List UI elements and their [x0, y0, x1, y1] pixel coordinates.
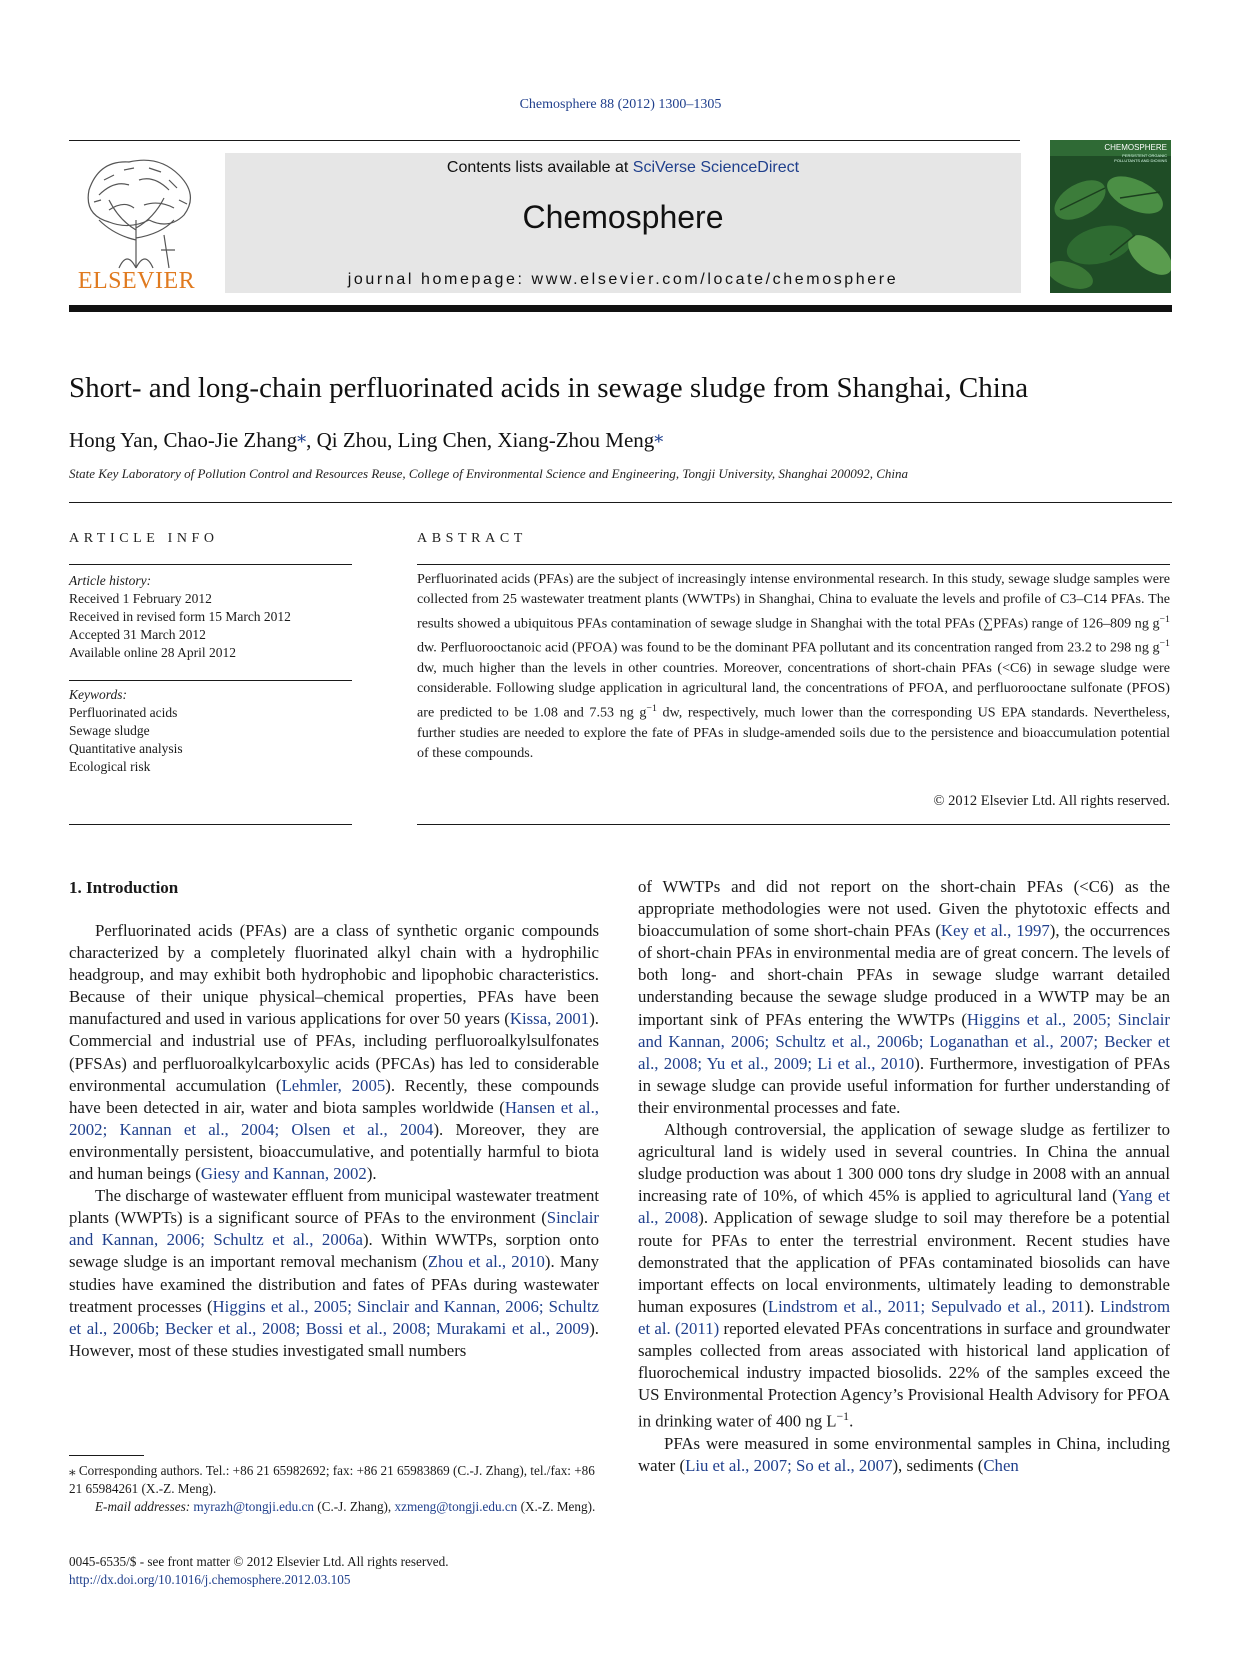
keyword-item: Sewage sludge: [69, 723, 150, 738]
citation-link[interactable]: Higgins et al., 2005; Sinclair and Kannan, 2006; Schultz et al., 2006b; Loganathan et al., 2007; Becker et al., 2008; Yu et al., 2009; Li et al., 2010: [638, 1009, 1171, 1073]
header-rule: [69, 140, 1020, 141]
abstract-heading: ABSTRACT: [417, 531, 527, 546]
citation-link[interactable]: Lehmler, 2005: [281, 1075, 386, 1095]
keyword-item: Ecological risk: [69, 759, 151, 774]
article-info-rule: [69, 564, 352, 565]
email-link[interactable]: myrazh@tongji.edu.cn: [193, 1499, 314, 1514]
paragraph: Although controversial, the application of sewage sludge as fertilizer to agricultural land is widely used in several countries. In China the annual sludge production was about 1 300 000 tons dry sludge in 2008 with an annual increasing rate of 10%, of which 45% is applied to agricultural land (Yang et al., 2008). Application of sewage sludge to soil may therefore be a potential route for PFAs to enter the terrestrial environment. Recent studies have demonstrated that the application of PFAs contaminated biosolids can have important effects on local environments, ultimately leading to demonstrable human exposures (Lindstrom et al., 2011; Sepulvado et al., 2011). Lindstrom et al. (2011) reported elevated PFAs concentrations in surface and groundwater samples collected from areas associated with historical land application of fluorochemical industry impacted biosolids. 22% of the samples exceed the US Environmental Protection Agency’s Provisional Health Advisory for PFOA in drinking water of 400 ng $L^{-1}$.: [638, 1120, 1171, 1431]
history-revised: Received in revised form 15 March 2012: [69, 609, 291, 624]
section-heading-introduction: 1. Introduction: [69, 878, 179, 897]
keyword-item: Quantitative analysis: [69, 741, 183, 756]
citation-link[interactable]: Higgins et al., 2005; Sinclair and Kannan, 2006; Schultz et al., 2006b; Becker et al., 2008; Bossi et al., 2008; Murakami et al., 2009: [69, 1296, 599, 1338]
contents-prefix: Contents lists available at: [446, 159, 633, 176]
body-column-left: [69, 920, 599, 1362]
author-list: [69, 426, 663, 453]
footnote-rule: [69, 1455, 144, 1456]
abstract-text: Perfluorinated acids (PFAs) are the subject of increasingly intense environmental research. In this study, sewage sludge samples were collected from 25 wastewater treatment plants (WWTPs) in Shanghai, China to evaluate the levels and profile of C3–C14 PFAs. The results showed a ubiquitous PFAs contamination of sewage sludge in Shanghai with the total PFAs (∑PFAs) range of 126–809 ng $g^{-1}$ dw. Perfluorooctanoic acid (PFOA) was found to be the dominant PFA pollutant and its concentration ranged from 23.2 to 298 ng $g^{-1}$ dw, much higher than the levels in other countries. Moreover, concentrations of short-chain PFAs (<C6) in sewage sludge were considerable. Following sludge application in agricultural land, the concentrations of PFOA, and perfluorooctane sulfonate (PFOS) are predicted to be 1.08 and 7.53 ng $g^{-1}$ dw, respectively, much lower than the corresponding US EPA standards. Nevertheless, further studies are needed to explore the fate of PFAs in sludge-amended soils due to the persistence and bioaccumulation potential of these compounds.: [417, 571, 1170, 762]
corresponding-author-star[interactable]: ⁎: [297, 426, 307, 446]
doi-link[interactable]: http://dx.doi.org/10.1016/j.chemosphere.2012.03.105: [69, 1572, 351, 1587]
paragraph: PFAs were measured in some environmental samples in China, including water (Liu et al., 2007; So et al., 2007), sediments (Chen: [638, 1433, 1170, 1476]
paragraph: of WWTPs and did not report on the short-chain PFAs (<C6) as the appropriate methodologies were not used. Given the phytotoxic effects and bioaccumulation of some short-chain PFAs (Key et al., 1997), the occurrences of short-chain PFAs in environmental media are of great concern. The levels of both long- and short-chain PFAs in sewage sludge warrant detailed understanding because the sewage sludge produced in a WWTP may be an important sink of PFAs entering the WWTPs (Higgins et al., 2005; Sinclair and Kannan, 2006; Schultz et al., 2006b; Loganathan et al., 2007; Becker et al., 2008; Yu et al., 2009; Li et al., 2010). Furthermore, investigation of PFAs in sewage sludge can provide useful information for further understanding of their environmental processes and fate.: [638, 877, 1171, 1117]
journal-name: Chemosphere: [522, 199, 724, 235]
citation-link[interactable]: Sinclair and Kannan, 2006; Schultz et al., 2006a: [69, 1208, 599, 1250]
abstract-rule: [417, 564, 1170, 565]
citation-link[interactable]: Hansen et al., 2002; Kannan et al., 2004; Olsen et al., 2004: [69, 1097, 599, 1139]
article-info-bottom-rule: [69, 824, 352, 825]
citation-link[interactable]: Chen: [983, 1456, 1019, 1476]
article-history: [69, 572, 352, 662]
issn-line: 0045-6535/$ - see front matter © 2012 Elsevier Ltd. All rights reserved.: [69, 1554, 449, 1569]
citation-link[interactable]: Zhou et al., 2010: [427, 1252, 545, 1272]
article-title: Short- and long-chain perfluorinated acids in sewage sludge from Shanghai, China: [69, 372, 1029, 404]
citation-link[interactable]: Key et al., 1997: [940, 921, 1050, 941]
citation-link[interactable]: Lindstrom et al., 2011; Sepulvado et al., 2011: [767, 1296, 1085, 1316]
publisher-logo-text: ELSEVIER: [77, 268, 196, 294]
elsevier-logo: [69, 150, 204, 295]
citation-link[interactable]: Yang et al., 2008: [638, 1186, 1170, 1228]
keyword-item: Perfluorinated acids: [69, 705, 178, 720]
abstract-copyright: © 2012 Elsevier Ltd. All rights reserved.: [933, 793, 1170, 809]
cover-subtitle: PERSISTENT ORGANIC POLLUTANTS AND DIOXINS: [1114, 153, 1167, 163]
history-label: Article history:: [69, 573, 152, 588]
journal-banner: [225, 153, 1021, 293]
citation-link[interactable]: Giesy and Kannan, 2002: [200, 1164, 367, 1184]
article-info-heading: ARTICLE INFO: [69, 531, 219, 546]
abstract-bottom-rule: [417, 824, 1170, 825]
citation-link[interactable]: Lindstrom et al. (2011): [638, 1296, 1171, 1338]
title-rule: [69, 502, 1172, 503]
keywords: [69, 686, 352, 776]
contents-line: [225, 159, 1021, 177]
keywords-rule: [69, 680, 352, 681]
keywords-label: Keywords:: [69, 687, 127, 702]
email-link[interactable]: xzmeng@tongji.edu.cn: [394, 1499, 518, 1514]
citation-link[interactable]: Liu et al., 2007; So et al., 2007: [685, 1456, 893, 1476]
affiliation: State Key Laboratory of Pollution Control and Resources Reuse, College of Environmental Science and Engineering, Tongji University, Shanghai 200092, China: [69, 466, 909, 481]
paragraph: Perfluorinated acids (PFAs) are a class of synthetic organic compounds characterized by a completely fluorinated alkyl chain with a hydrophilic headgroup, and may exhibit both hydrophobic and lipophobic characteristics. Because of their unique physical–chemical properties, PFAs have been manufactured and used in various applications for over 50 years (Kissa, 2001). Commercial and industrial use of PFAs, including perfluoroalkylsulfonates (PFSAs) and perfluoroalkylcarboxylic acids (PFCAs) has led to considerable environmental accumulation (Lehmler, 2005). Recently, these compounds have been detected in air, water and biota samples worldwide (Hansen et al., 2002; Kannan et al., 2004; Olsen et al., 2004). Moreover, they are environmentally persistent, bioaccumulative, and potentially harmful to biota and human beings (Giesy and Kannan, 2002).: [69, 921, 600, 1184]
footnote-corresponding: [69, 1462, 599, 1516]
header-thick-rule: [69, 305, 1172, 312]
cover-title: CHEMOSPHERE: [1104, 143, 1167, 152]
body-column-right: [638, 876, 1170, 1477]
sciencedirect-link[interactable]: SciVerse ScienceDirect: [632, 159, 800, 176]
citation-link[interactable]: Kissa, 2001: [509, 1009, 590, 1029]
history-online: Available online 28 April 2012: [69, 645, 236, 660]
history-received: Received 1 February 2012: [69, 591, 212, 606]
corresponding-note: ⁎ Corresponding authors. Tel.: +86 21 65982692; fax: +86 21 65983869 (C.-J. Zhang), tel./fax: +86 21 65984261 (X.-Z. Meng).: [69, 1463, 595, 1496]
authors-part-1: Hong Yan, Chao-Jie Zhang: [69, 428, 298, 452]
corresponding-author-star[interactable]: ⁎: [654, 426, 664, 446]
email-note: E-mail addresses: myrazh@tongji.edu.cn (C.-J. Zhang), xzmeng@tongji.edu.cn (X.-Z. Meng).: [95, 1499, 596, 1514]
journal-reference[interactable]: Chemosphere 88 (2012) 1300–1305: [519, 97, 722, 112]
tree-icon: [69, 150, 204, 270]
front-matter: [69, 1553, 609, 1589]
journal-homepage[interactable]: journal homepage: www.elsevier.com/locate/chemosphere: [347, 271, 899, 288]
journal-cover[interactable]: [1050, 140, 1171, 293]
authors-part-2: , Qi Zhou, Ling Chen, Xiang-Zhou Meng: [306, 428, 655, 452]
history-accepted: Accepted 31 March 2012: [69, 627, 206, 642]
paragraph: The discharge of wastewater effluent from municipal wastewater treatment plants (WWPTs) is a significant source of PFAs to the environment (Sinclair and Kannan, 2006; Schultz et al., 2006a). Within WWTPs, sorption onto sewage sludge is an important removal mechanism (Zhou et al., 2010). Many studies have examined the distribution and fates of PFAs during wastewater treatment processes (Higgins et al., 2005; Sinclair and Kannan, 2006; Schultz et al., 2006b; Becker et al., 2008; Bossi et al., 2008; Murakami et al., 2009). However, most of these studies investigated small numbers: [69, 1186, 599, 1360]
